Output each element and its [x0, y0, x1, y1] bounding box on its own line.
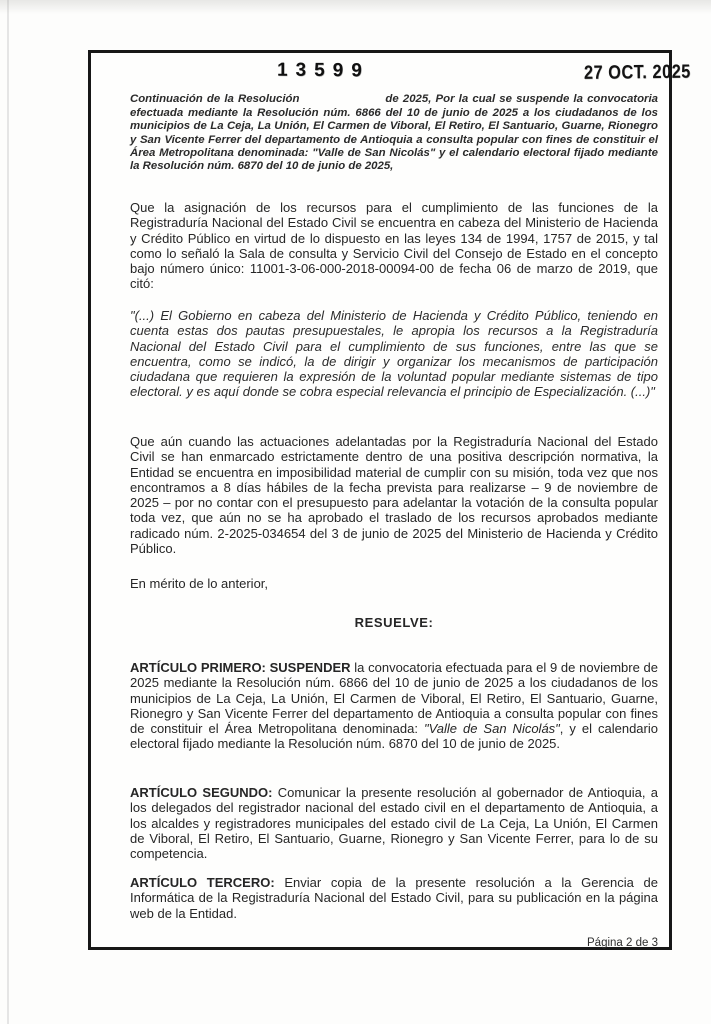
scan-artifact-top-band: [0, 0, 711, 14]
resuelve-heading: RESUELVE:: [354, 615, 434, 630]
articulo-segundo-label: ARTÍCULO SEGUNDO:: [130, 785, 273, 800]
resolution-number-stamp: 13599: [276, 59, 370, 82]
paragraph-imposibilidad-material: Que aún cuando las actuaciones adelantadas por la Registraduría Nacional del Estado Civil se han enmarcado estrictamente dentro de una positiva descripción normativa, la Entidad se encuentra en imposibilidad material de cumplir con su misión, toda vez que nos encontramos a 8 días hábiles de la fecha prevista para realizarse – 9 de noviembre de 2025 – por no contar con el presupuesto para adelantar la votación de la consulta popular toda vez, que aún no se ha aprobado el traslado de los recursos aprobados mediante radicado núm. 2-2025-034654 del 3 de junio de 2025 del Ministerio de Hacienda y Crédito Público.: [130, 434, 658, 557]
page-indicator: Página 2 de 3: [587, 936, 658, 949]
continuation-header: [130, 93, 658, 173]
articulo-primero: [130, 660, 658, 752]
articulo-primero-text1: la convocatoria efectuada para el 9 de noviembre de 2025 mediante la Resolución núm. 6866 del 10 de junio de 2025 a los ciudadanos de los municipios de La Ceja, La Unión, El Carmen de Viboral, El Retiro, El Santuario, Guarne, Rionegro y San Vicente Ferrer del departamento de Antioquia a consulta popular con fines de constituir el Área Metropolitana denominada:: [130, 660, 658, 737]
articulo-tercero: [130, 875, 658, 921]
articulo-primero-text2: , y el calendario electoral fijado mediante la Resolución núm. 6870 del 10 de junio de 2025.: [130, 721, 658, 752]
articulo-segundo-text: Comunicar la presente resolución al gobernador de Antioquia, a los delegados del registrador nacional del estado civil en el departamento de Antioquia, a los alcaldes y registradores municipales del estado civil de La Ceja, La Unión, El Carmen de Viboral, El Retiro, El Santuario, Guarne, Rionegro y San Vicente Ferrer, para lo de su competencia.: [130, 785, 658, 862]
merito-line: En mérito de lo anterior,: [130, 576, 269, 591]
scan-artifact-left-edge: [7, 0, 9, 1024]
articulo-tercero-text: Enviar copia de la presente resolución a la Gerencia de Informática de la Registraduría Nacional del Estado Civil, para su publicación en la página web de la Entidad.: [130, 875, 658, 921]
continuation-prefix: Continuación de la Resolución: [130, 93, 300, 106]
articulo-primero-quote: "Valle de San Nicolás": [423, 721, 560, 737]
articulo-segundo: [130, 785, 658, 861]
paragraph-asignacion-recursos: Que la asignación de los recursos para el cumplimiento de las funciones de la Registraduría Nacional del Estado Civil se encuentra en cabeza del Ministerio de Hacienda y Crédito Público en virtud de lo dispuesto en las leyes 134 de 1994, 1757 de 2015, y tal como lo señaló la Sala de consulta y Servicio Civil del Consejo de Estado en el concepto bajo número único: 11001-3-06-000-2018-00094-00 de fecha 06 de marzo de 2019, que citó:: [130, 200, 658, 292]
articulo-primero-label: ARTÍCULO PRIMERO: SUSPENDER: [130, 660, 351, 675]
quoted-concept-block: "(...) El Gobierno en cabeza del Ministerio de Hacienda y Crédito Público, teniendo en cuenta estas dos pautas presupuestales, le apropia los recursos a la Registraduría Nacional del Estado Civil para el cumplimiento de sus funciones, entre las que se encuentra, como se indicó, la de dirigir y organizar los mecanismos de participación ciudadana que requieren la expresión de la voluntad popular mediante sistemas de tipo electoral. y es aquí donde se cobra especial relevancia el principio de Especialización. (...)": [130, 308, 658, 400]
document-border-frame: [88, 50, 692, 950]
date-stamp: 27 OCT. 2025: [584, 62, 692, 84]
articulo-tercero-label: ARTÍCULO TERCERO:: [130, 875, 275, 890]
continuation-rest: de 2025, Por la cual se suspende la convocatoria efectuada mediante la Resolución núm. 6866 del 10 de junio de 2025 a los ciudadanos de los municipios de La Ceja, La Unión, El Carmen de Viboral, El Retiro, El Santuario, Guarne, Rionegro y San Vicente Ferrer del departamento de Antioquia a consulta popular con fines de constituir el Área Metropolitana denominada: "Valle de San Nicolás" y el calendario electoral fijado mediante la Resolución núm. 6870 del 10 de junio de 2025,: [130, 93, 658, 173]
